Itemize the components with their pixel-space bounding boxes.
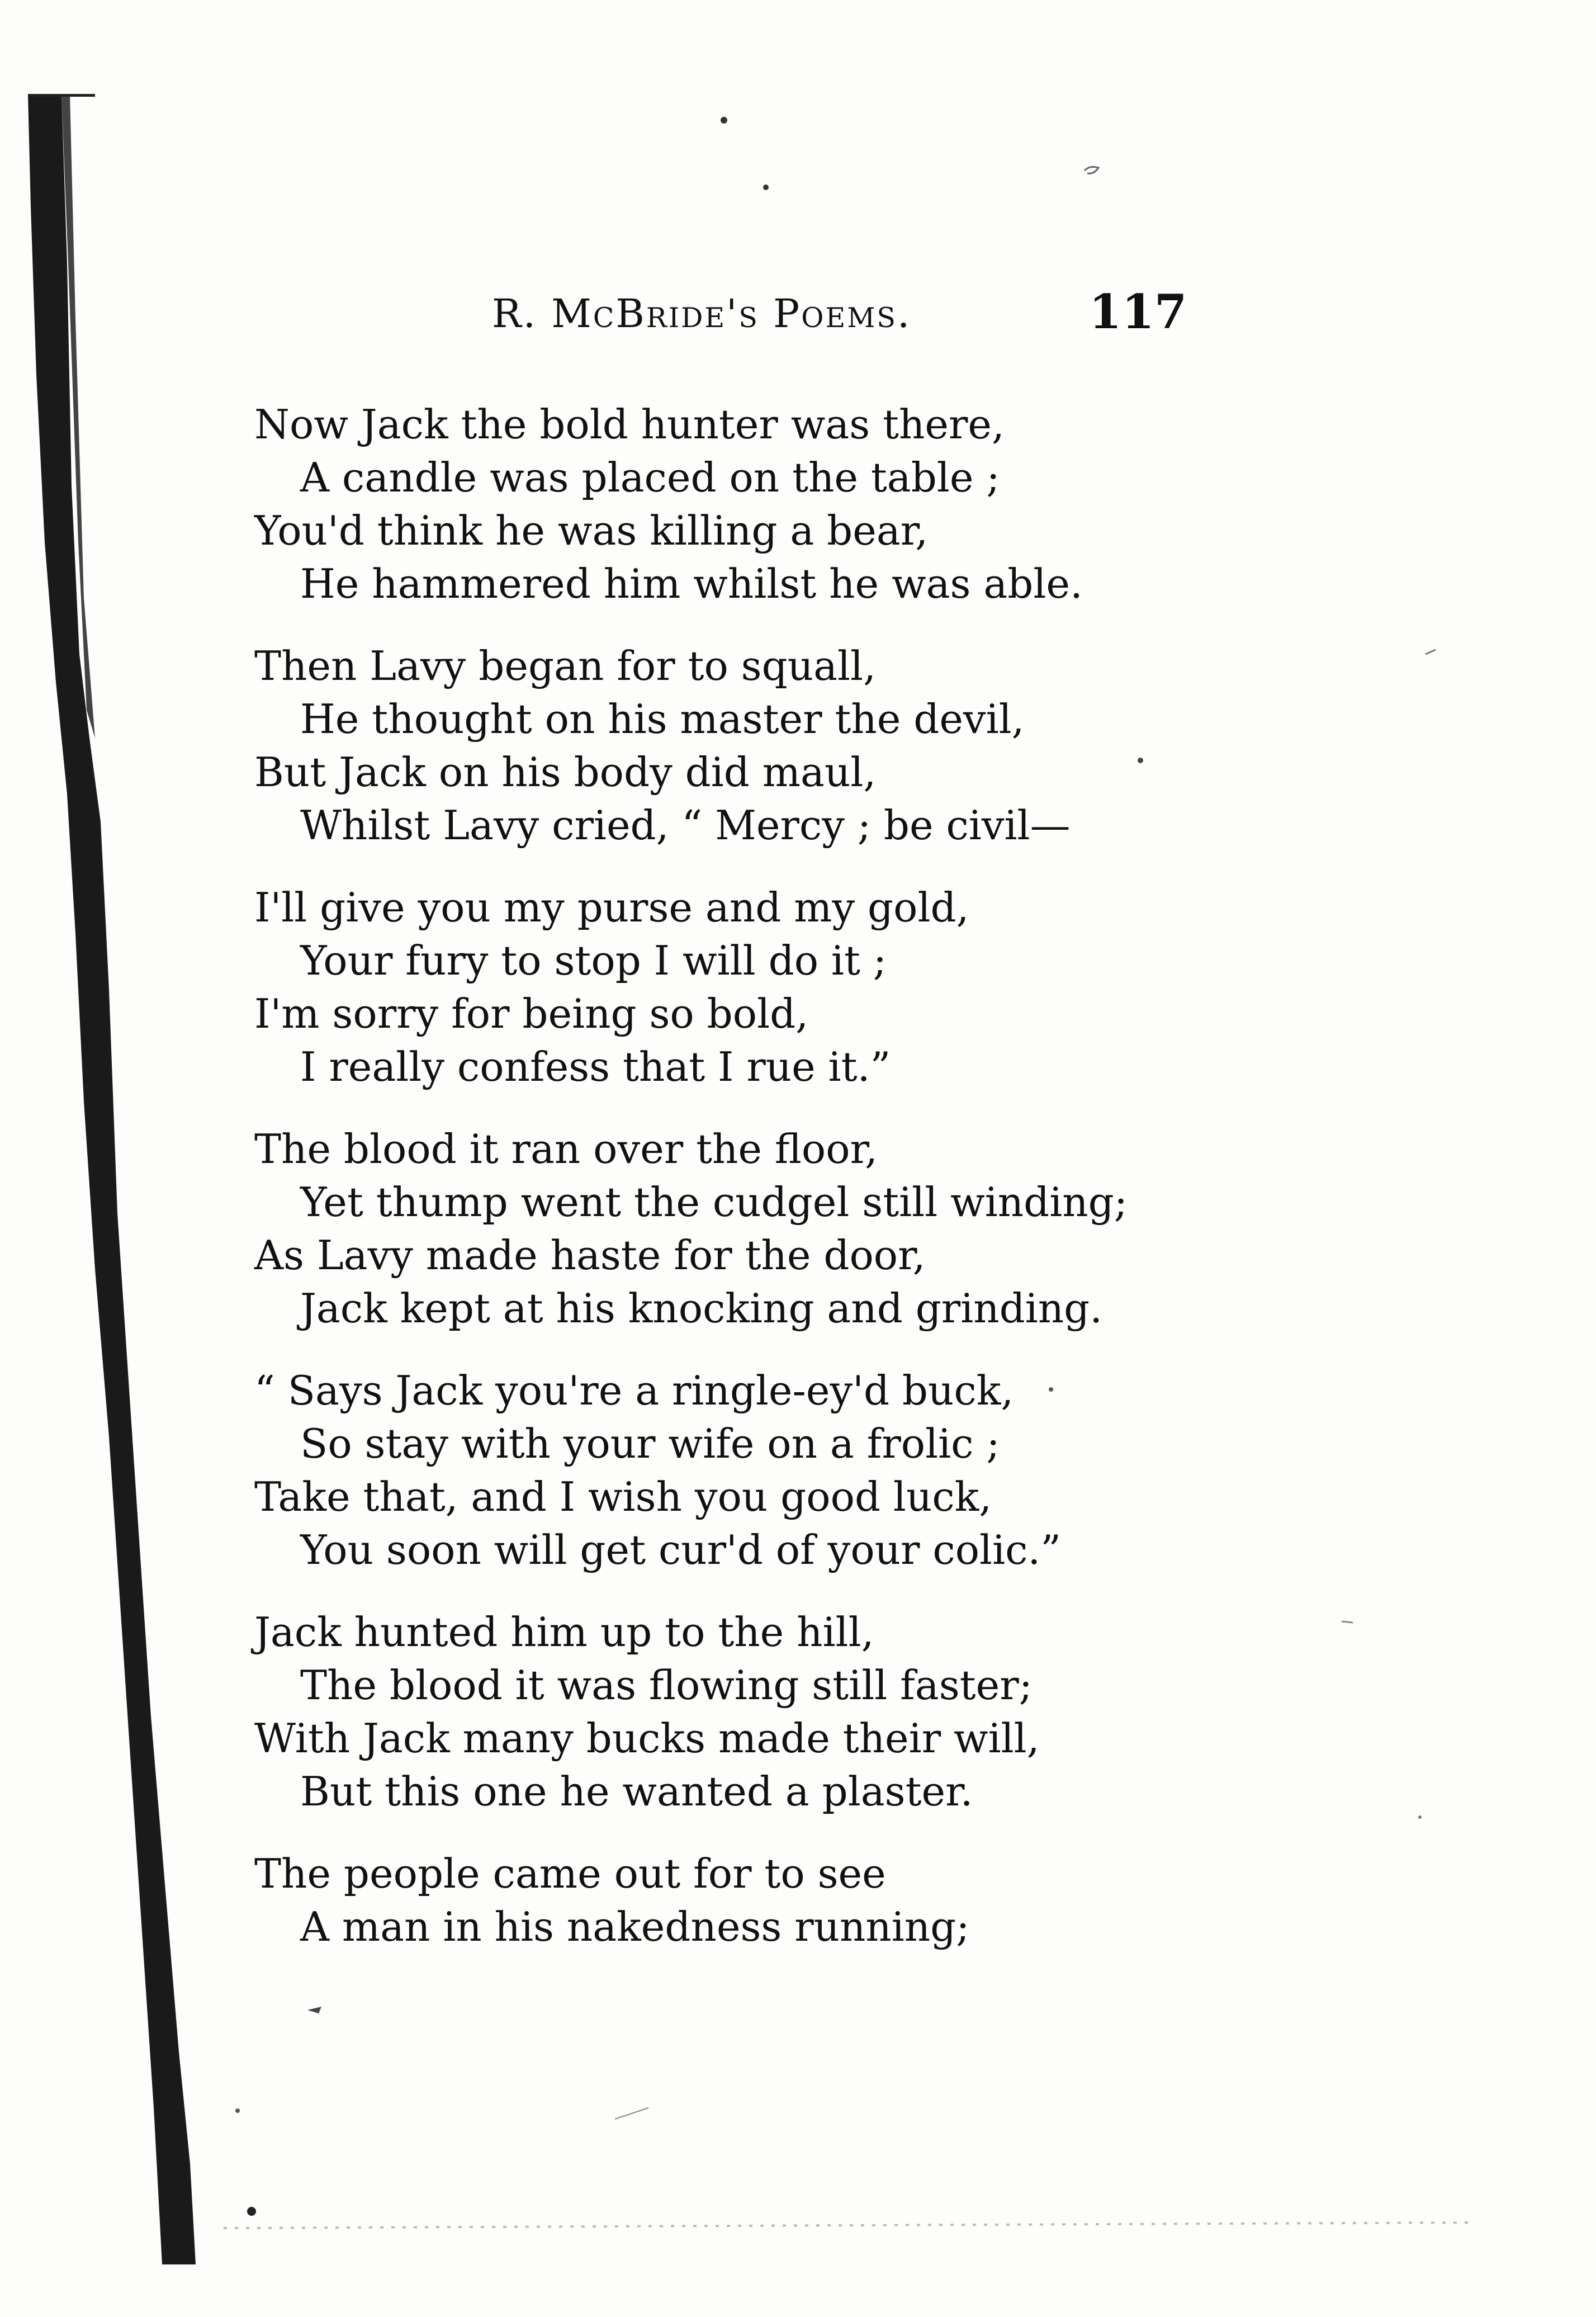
verse-line: “ Says Jack you're a ringle-ey'd buck, [254,1367,1014,1414]
verse-line: So stay with your wife on a frolic ; [300,1420,1000,1467]
verse-line: The blood it was flowing still faster; [300,1662,1033,1709]
stanza [254,881,1428,1094]
verse-line: But Jack on his body did maul, [254,749,877,796]
verse-line: I'll give you my purse and my gold, [254,884,969,931]
running-title: R. McBride's Poems. [492,291,912,337]
verse-line: Jack hunted him up to the hill, [254,1609,874,1656]
verse-line: A candle was placed on the table ; [300,454,1000,501]
verse-line: The blood it ran over the floor, [254,1126,878,1172]
verse-line: Then Lavy began for to squall, [254,642,876,689]
verse-line: I really confess that I rue it.” [300,1043,891,1090]
verse-line: Jack kept at his knocking and grinding. [300,1285,1103,1332]
verse-line: Your fury to stop I will do it ; [300,937,887,984]
stanza [254,1123,1428,1335]
stanza [254,398,1428,611]
verse-line: He thought on his master the devil, [300,696,1025,743]
verse-line: But this one he wanted a plaster. [300,1768,973,1815]
stanza [254,640,1428,852]
verse-line: Yet thump went the cudgel still winding; [300,1179,1128,1226]
binding-shadow [28,95,212,2264]
verse-line: Take that, and I wish you good luck, [254,1473,992,1520]
verse-line: A man in his nakedness running; [300,1903,970,1950]
verse-line: You soon will get cur'd of your colic.” [300,1526,1062,1573]
verse-line: Whilst Lavy cried, “ Mercy ; be civil— [300,802,1071,849]
verse-line: I'm sorry for being so bold, [254,990,809,1037]
page-number: 117 [1089,284,1187,339]
verse-line: Now Jack the bold hunter was there, [254,401,1005,448]
verse-line: With Jack many bucks made their will, [254,1715,1040,1762]
verse-line: The people came out for to see [254,1850,886,1897]
stanza [254,1364,1428,1577]
stanza [254,1606,1428,1818]
verse-line: He hammered him whilst he was able. [300,560,1083,607]
stanza [254,1847,1428,1954]
page-header [0,284,1596,352]
poem-body [254,398,1428,1983]
verse-line: As Lavy made haste for the door, [254,1232,926,1279]
verse-line: You'd think he was killing a bear, [254,507,929,554]
top-rule [28,94,95,97]
